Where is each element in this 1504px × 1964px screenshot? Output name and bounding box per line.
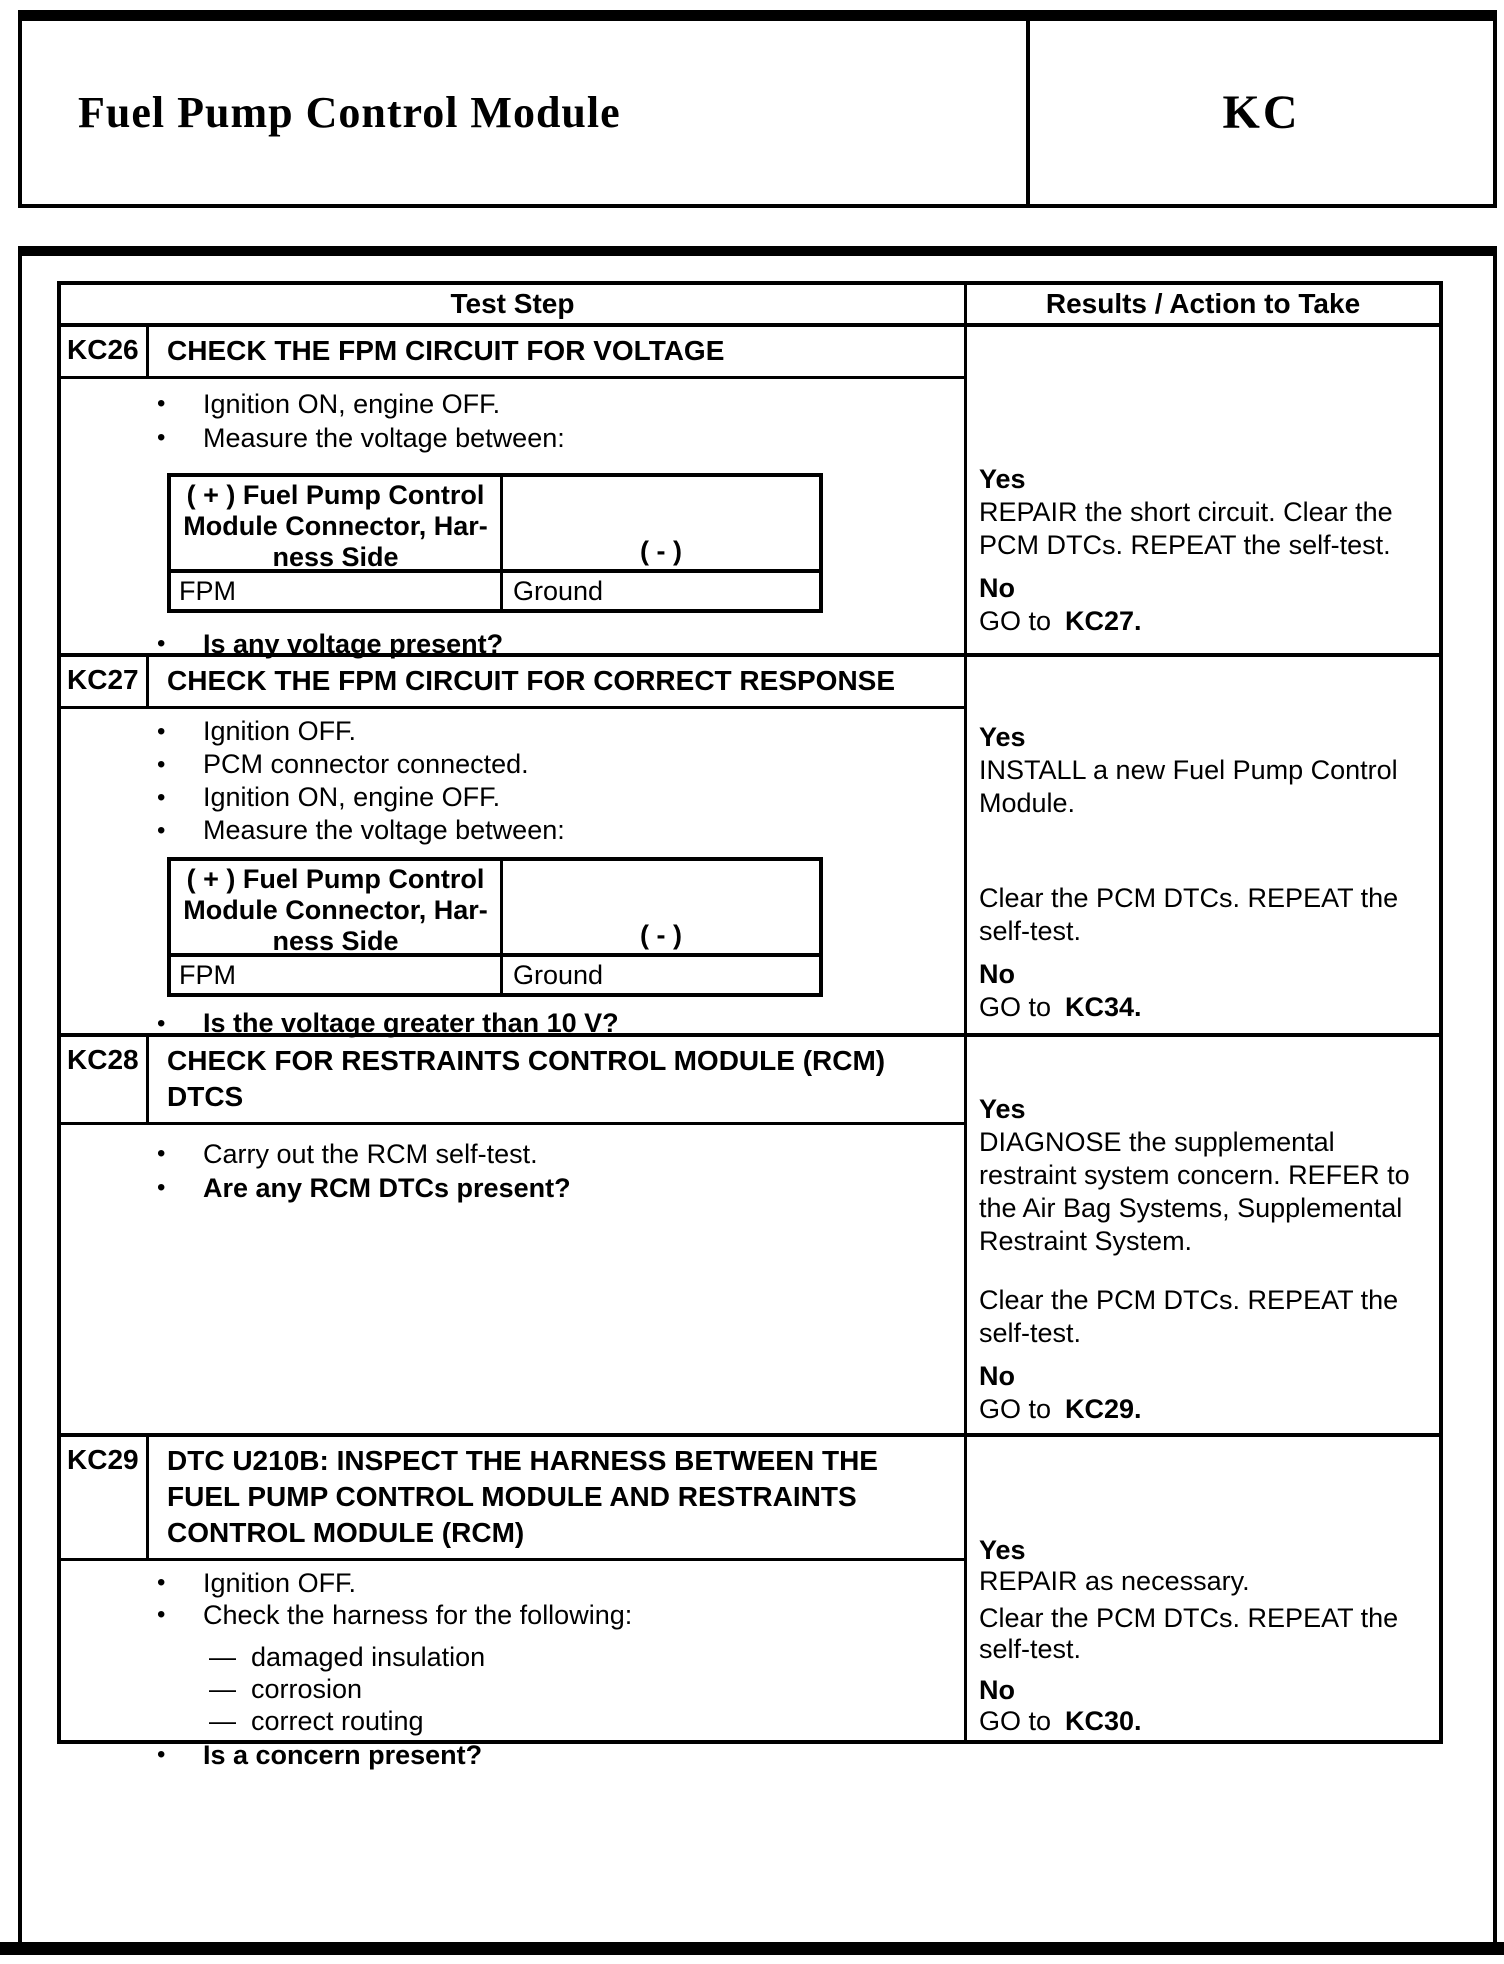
results-cell [967,1437,1439,1740]
instruction-text: Ignition ON, engine OFF. [203,782,501,812]
list-item [61,1599,964,1631]
step-id: KC26 [61,327,149,376]
step-instructions [61,1125,964,1433]
yes-label: Yes [979,1535,1026,1565]
followup-action-text: Clear the PCM DTCs. REPEAT the self-test. [979,1603,1399,1664]
yes-label: Yes [979,464,1026,494]
question-text: Is the voltage greater than 10 V? [203,1008,619,1038]
step-instructions [61,709,964,1040]
list-item [61,748,964,781]
page-title: Fuel Pump Control Module [78,88,621,137]
page-header-code-cell [1030,21,1493,204]
goto-action [979,1706,1431,1737]
followup-action-text: Clear the PCM DTCs. REPEAT the self-test. [979,1285,1399,1348]
step-title-line: CHECK FOR RESTRAINTS CONTROL MODULE (RCM) [167,1045,886,1076]
goto-target: KC27. [1065,606,1142,636]
step-title [149,657,964,706]
dash-icon: — [209,1706,236,1736]
dash-icon: — [209,1674,236,1704]
step-id: KC28 [61,1037,149,1122]
bullet-icon: • [157,630,166,657]
page-bottom-rule [0,1942,1504,1955]
no-label: No [979,1361,1015,1391]
positive-header-line: ( + ) Fuel Pump Control [186,864,485,894]
step-title-line: CONTROL MODULE (RCM) [167,1517,525,1548]
step-header [61,1437,964,1561]
yes-label: Yes [979,1094,1026,1124]
positive-pin: FPM [171,573,503,609]
yes-action-text: INSTALL a new Fuel Pump Control Module. [979,755,1398,818]
content-frame [18,246,1497,1942]
test-step-cell [61,1437,967,1770]
bullet-icon: • [157,784,166,811]
page-header-title-cell [22,21,1030,204]
yes-action-text: DIAGNOSE the supplemental restraint system concern. REFER to the Air Bag Systems, Supplemental Restraint System. [979,1127,1410,1256]
goto-target: KC30. [1065,1706,1142,1736]
bullet-icon: • [157,424,166,451]
goto-target: KC29. [1065,1394,1142,1424]
step-title [149,1437,964,1558]
list-item [61,814,964,847]
step-title [149,327,964,376]
bullet-icon: • [157,1140,166,1167]
bullet-icon: • [157,817,166,844]
connector-pin-row [171,957,819,993]
step-instructions [61,1561,964,1771]
check-text: correct routing [251,1706,424,1736]
step-id: KC29 [61,1437,149,1558]
table-row [61,657,1439,1037]
list-item-question [61,1739,964,1771]
step-title-line: DTC U210B: INSPECT THE HARNESS BETWEEN THE [167,1445,878,1476]
step-title-line: DTCS [167,1081,244,1112]
list-item-question [61,627,964,661]
table-row [61,1037,1439,1437]
yes-action-text: REPAIR the short circuit. Clear the PCM DTCs. REPEAT the self-test. [979,497,1393,560]
goto-prefix: GO to [979,1394,1052,1424]
step-title-line: CHECK THE FPM CIRCUIT FOR VOLTAGE [167,335,725,366]
check-list [61,1641,964,1737]
question-text: Is any voltage present? [203,629,504,659]
check-list-item [61,1641,964,1673]
followup-action-text: Clear the PCM DTCs. REPEAT the self-test. [979,883,1399,946]
connector-header-row [171,477,819,573]
connector-measurement-table [167,473,823,613]
positive-header-line: ness Side [272,542,399,572]
positive-header-line: Module Connector, Har- [183,511,488,541]
yes-action-text: REPAIR as necessary. [979,1566,1250,1596]
instruction-text: Ignition ON, engine OFF. [203,389,501,419]
goto-action [979,605,1431,638]
check-list-item [61,1705,964,1737]
dash-icon: — [209,1642,236,1672]
bullet-icon: • [157,1010,166,1037]
connector-header-row [171,861,819,957]
instruction-text: Ignition OFF. [203,716,357,746]
goto-action [979,1393,1431,1426]
list-item-question [61,1007,964,1040]
goto-prefix: GO to [979,992,1052,1022]
goto-prefix: GO to [979,1706,1052,1736]
list-item [61,715,964,748]
results-cell [967,327,1439,653]
positive-header-line: ( + ) Fuel Pump Control [186,480,485,510]
test-step-cell [61,1037,967,1433]
instruction-text: Carry out the RCM self-test. [203,1139,538,1169]
bullet-icon: • [157,751,166,778]
column-header-test-step: Test Step [61,285,967,323]
goto-target: KC34. [1065,992,1142,1022]
bullet-icon: • [157,1174,166,1201]
instruction-text: PCM connector connected. [203,749,529,779]
negative-connector-header: ( - ) [640,536,682,566]
check-text: corrosion [251,1674,363,1704]
section-code: KC [1222,86,1301,139]
step-instructions [61,379,964,661]
no-label: No [979,959,1015,989]
instruction-text: Check the harness for the following: [203,1600,633,1630]
list-item [61,421,964,455]
table-row [61,327,1439,657]
negative-connector-header: ( - ) [640,920,682,950]
results-cell [967,1037,1439,1433]
question-text: Is a concern present? [203,1740,483,1770]
bullet-icon: • [157,718,166,745]
list-item [61,387,964,421]
connector-measurement-table [167,857,823,997]
question-text: Are any RCM DTCs present? [203,1173,571,1203]
goto-prefix: GO to [979,606,1052,636]
instruction-text: Measure the voltage between: [203,815,565,845]
step-header [61,1037,964,1125]
table-row [61,1437,1439,1770]
connector-pin-row [171,573,819,609]
step-title-line: CHECK THE FPM CIRCUIT FOR CORRECT RESPONSE [167,665,896,696]
positive-connector-header [171,477,503,572]
yes-label: Yes [979,722,1026,752]
bullet-icon: • [157,1741,166,1768]
check-text: damaged insulation [251,1642,486,1672]
column-header-results: Results / Action to Take [1045,288,1361,319]
step-header [61,327,964,379]
negative-pin: Ground [513,959,604,990]
check-list-item [61,1673,964,1705]
results-cell [967,657,1439,1033]
page-header [18,10,1497,208]
step-title-line: FUEL PUMP CONTROL MODULE AND RESTRAINTS [167,1481,857,1512]
step-id: KC27 [61,657,149,706]
pinpoint-test-table [57,281,1443,1770]
instruction-text: Measure the voltage between: [203,423,565,453]
list-item-question [61,1171,964,1205]
positive-header-line: Module Connector, Har- [183,895,488,925]
bullet-icon: • [157,1569,166,1596]
test-step-cell [61,657,967,1038]
positive-header-line: ness Side [272,926,399,956]
list-item [61,1567,964,1599]
bullet-icon: • [157,1601,166,1628]
table-header-row [61,285,1439,327]
negative-pin: Ground [513,576,604,606]
no-label: No [979,1675,1015,1705]
step-title [149,1037,964,1122]
goto-action [979,991,1431,1024]
bullet-icon: • [157,390,166,417]
instruction-text: Ignition OFF. [203,1568,357,1598]
positive-pin: FPM [171,957,503,993]
no-label: No [979,573,1015,603]
list-item [61,1137,964,1171]
step-header [61,657,964,709]
test-step-cell [61,327,967,659]
positive-connector-header [171,861,503,956]
list-item [61,781,964,814]
